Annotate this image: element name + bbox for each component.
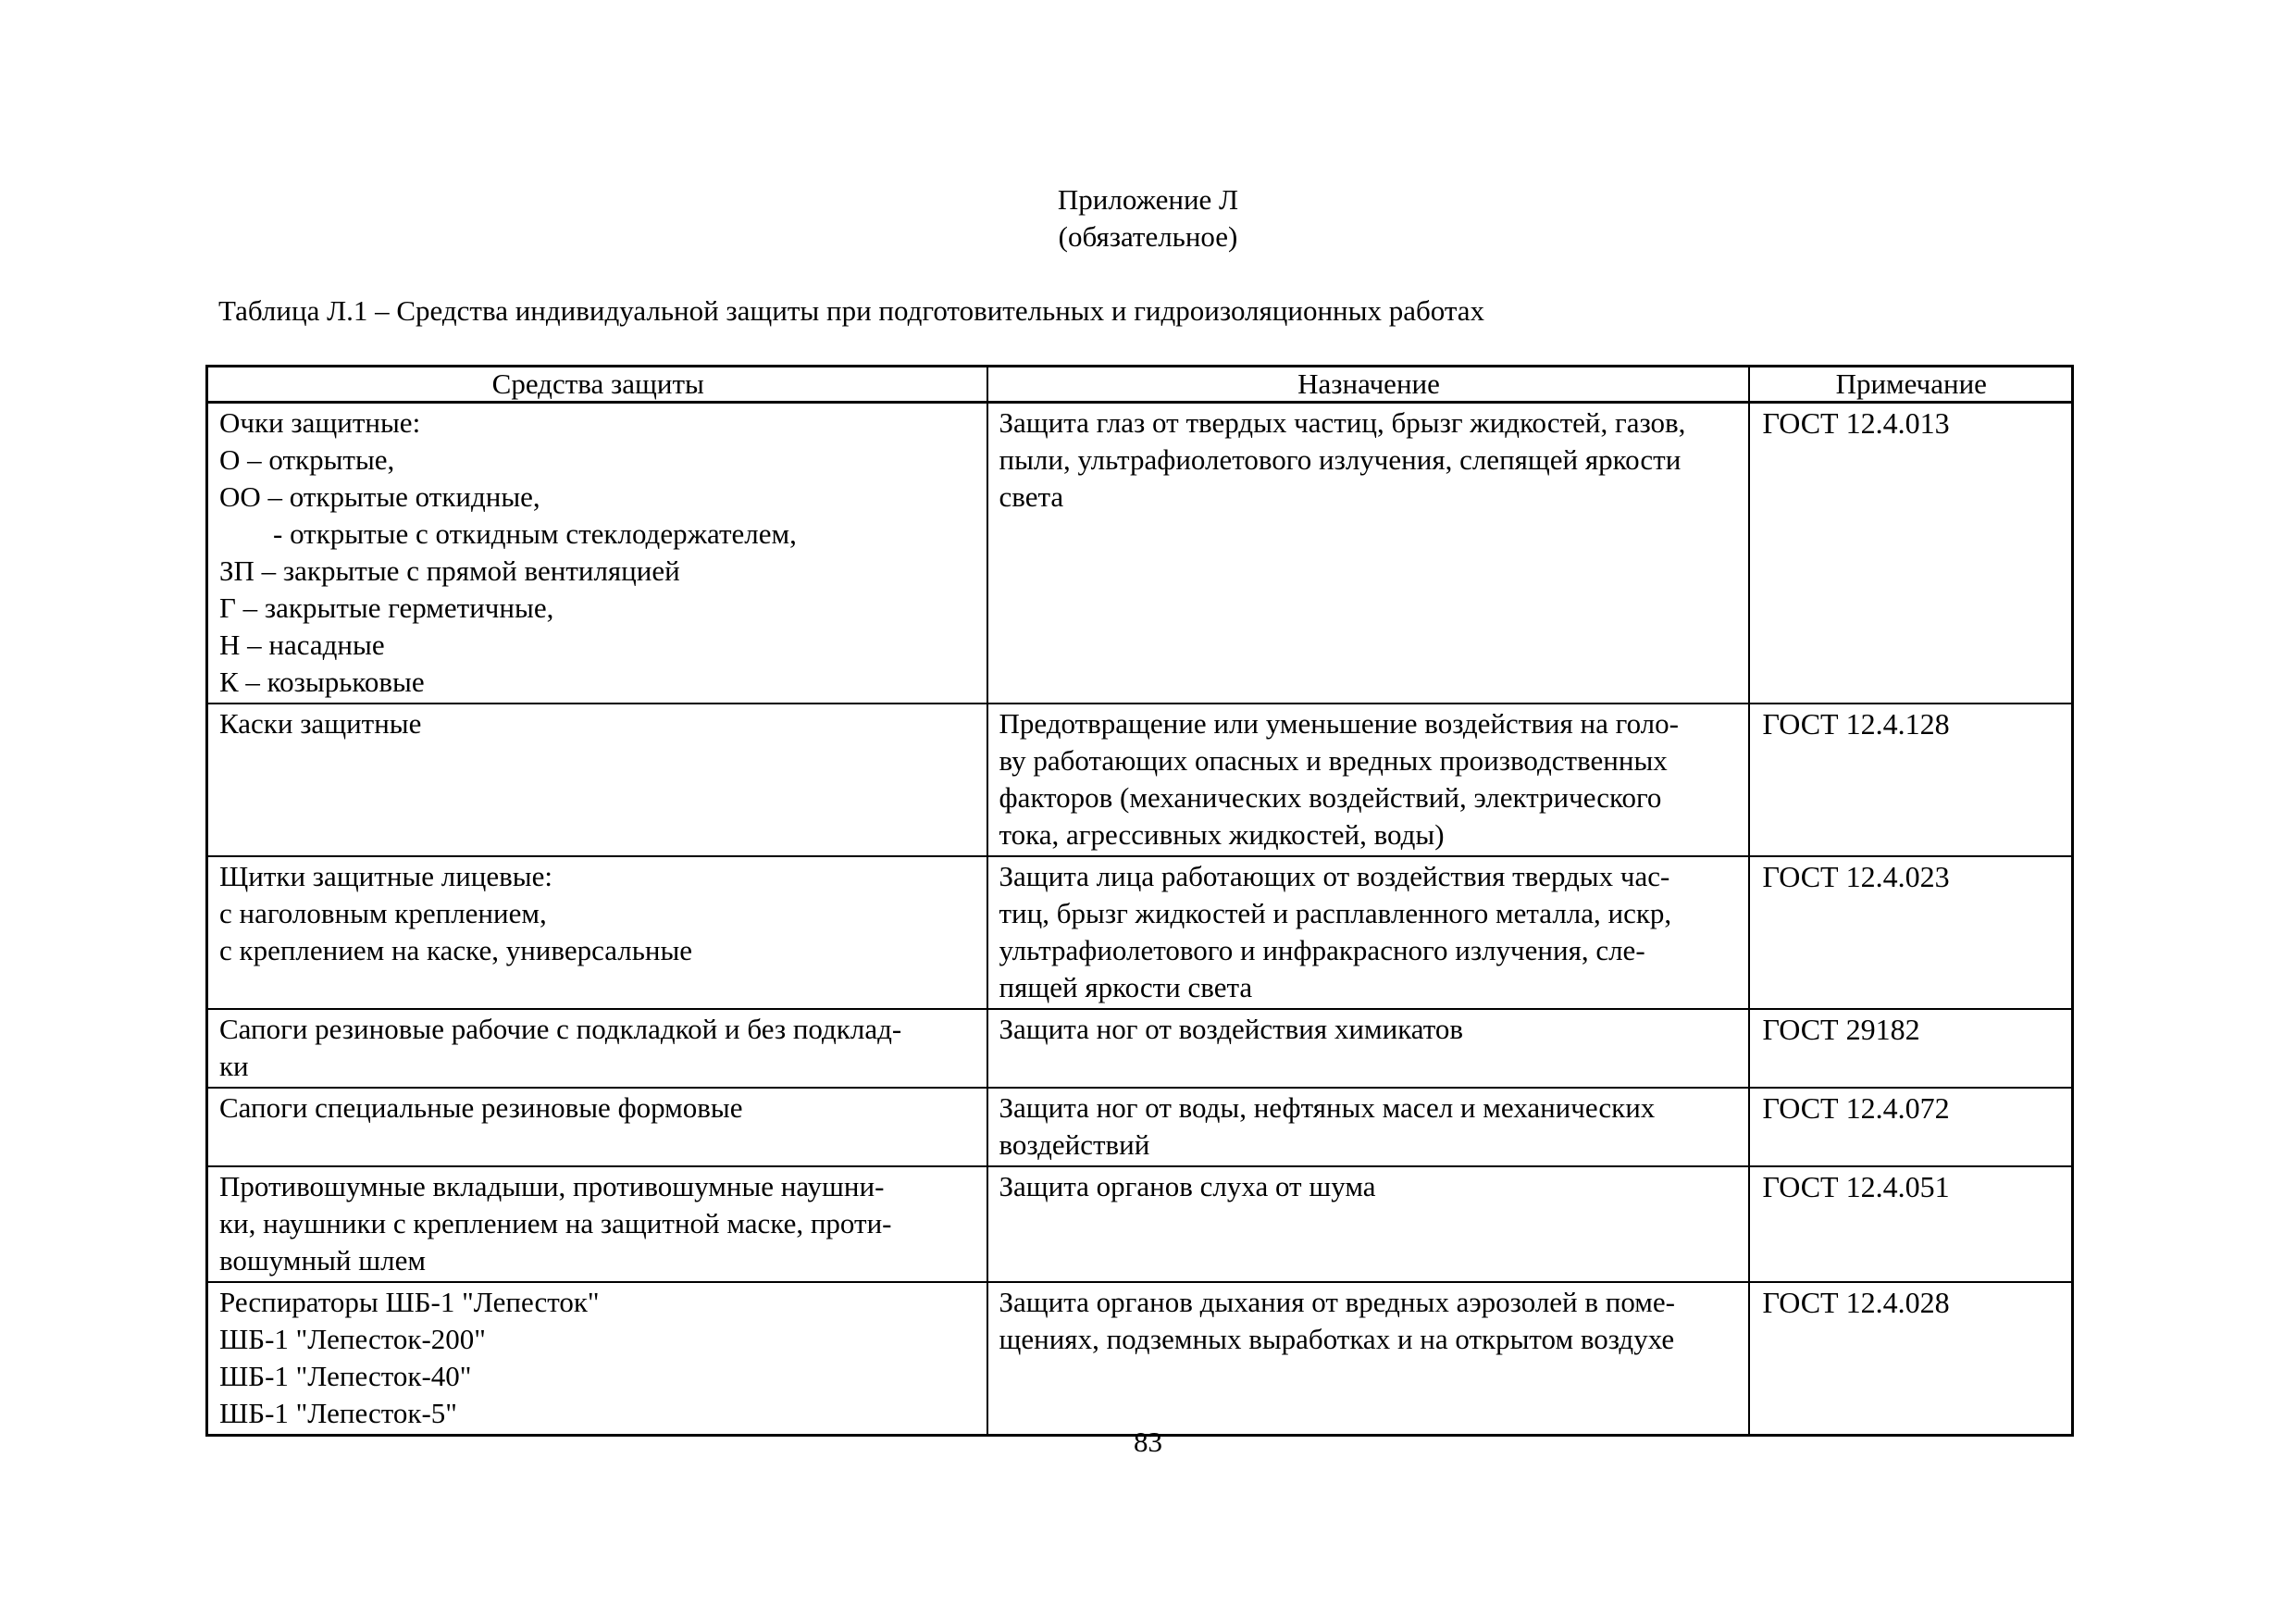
cell-line: щениях, подземных выработках и на открытом воздухе (999, 1323, 1675, 1355)
cell-line: Защита органов дыхания от вредных аэрозолей в поме- (999, 1286, 1675, 1318)
cell-line: Сапоги резиновые рабочие с подкладкой и без подклад- (219, 1013, 902, 1045)
cell-line: ШБ-1 "Лепесток-200" (219, 1323, 486, 1355)
cell-line: Очки защитные: (219, 406, 421, 439)
standard-reference: ГОСТ 12.4.028 (1762, 1286, 1950, 1319)
purpose-cell (987, 1009, 1749, 1088)
cell-line: Каски защитные (219, 707, 422, 740)
table-row (207, 1009, 2073, 1088)
means-cell (207, 1282, 987, 1436)
cell-line: ШБ-1 "Лепесток-5" (219, 1397, 457, 1429)
note-cell (1749, 403, 2073, 704)
purpose-cell (987, 1166, 1749, 1282)
cell-line: пящей яркости света (999, 971, 1253, 1003)
cell-line: тока, агрессивных жидкостей, воды) (999, 818, 1445, 851)
table-row (207, 1282, 2073, 1436)
standard-reference: ГОСТ 29182 (1762, 1013, 1920, 1046)
standard-reference: ГОСТ 12.4.072 (1762, 1091, 1950, 1125)
cell-line: Респираторы ШБ-1 "Лепесток" (219, 1286, 600, 1318)
cell-line: Предотвращение или уменьшение воздействия на голо- (999, 707, 1679, 740)
cell-line: ШБ-1 "Лепесток-40" (219, 1360, 472, 1392)
means-cell (207, 1088, 987, 1166)
cell-line: Защита лица работающих от воздействия твердых час- (999, 860, 1670, 892)
table-row (207, 704, 2073, 856)
column-header-purpose: Назначение (987, 367, 1749, 403)
table-row (207, 1088, 2073, 1166)
purpose-cell (987, 704, 1749, 856)
cell-line: ультрафиолетового и инфракрасного излучения, сле- (999, 934, 1645, 966)
means-cell (207, 403, 987, 704)
cell-line: ву работающих опасных и вредных производственных (999, 744, 1668, 777)
column-header-note: Примечание (1749, 367, 2073, 403)
cell-line: Н – насадные (219, 629, 385, 661)
cell-line: тиц, брызг жидкостей и расплавленного металла, искр, (999, 897, 1672, 929)
table-header-row (207, 367, 2073, 403)
cell-line: К – козырьковые (219, 666, 425, 698)
cell-line: с наголовным креплением, (219, 897, 547, 929)
means-cell (207, 1009, 987, 1088)
table-row (207, 856, 2073, 1009)
cell-line: ОО – открытые откидные, (219, 480, 540, 513)
standard-reference: ГОСТ 12.4.023 (1762, 860, 1950, 893)
table-row (207, 403, 2073, 704)
cell-line: с креплением на каске, универсальные (219, 934, 693, 966)
cell-line: пыли, ультрафиолетового излучения, слепящей яркости (999, 443, 1682, 476)
cell-line: ки (219, 1050, 249, 1082)
means-cell (207, 1166, 987, 1282)
appendix-title: Приложение Л (1057, 183, 1239, 216)
purpose-cell (987, 1088, 1749, 1166)
table-caption: Таблица Л.1 – Средства индивидуальной защиты при подготовительных и гидроизоляционных работах (218, 294, 1485, 327)
cell-line: Г – закрытые герметичные, (219, 592, 554, 624)
ppe-table (205, 365, 2074, 1437)
note-cell (1749, 1282, 2073, 1436)
cell-line: Защита ног от воздействия химикатов (999, 1013, 1464, 1045)
cell-line: Защита глаз от твердых частиц, брызг жидкостей, газов, (999, 406, 1686, 439)
appendix-heading (0, 181, 2296, 255)
note-cell (1749, 704, 2073, 856)
cell-line: ки, наушники с креплением на защитной маске, проти- (219, 1207, 892, 1239)
cell-line: Щитки защитные лицевые: (219, 860, 552, 892)
table-row (207, 1166, 2073, 1282)
cell-line: О – открытые, (219, 443, 395, 476)
note-cell (1749, 1009, 2073, 1088)
cell-line: вошумный шлем (219, 1244, 426, 1277)
cell-line: воздействий (999, 1128, 1150, 1161)
appendix-status: (обязательное) (1058, 220, 1238, 253)
cell-line: Противошумные вкладыши, противошумные наушни- (219, 1170, 885, 1202)
note-cell (1749, 1166, 2073, 1282)
note-cell (1749, 856, 2073, 1009)
cell-line: факторов (механических воздействий, электрического (999, 781, 1662, 814)
purpose-cell (987, 856, 1749, 1009)
column-header-means: Средства защиты (207, 367, 987, 403)
cell-line: света (999, 480, 1064, 513)
page-number: 83 (1134, 1426, 1162, 1458)
purpose-cell (987, 1282, 1749, 1436)
note-cell (1749, 1088, 2073, 1166)
purpose-cell (987, 403, 1749, 704)
cell-line: Защита органов слуха от шума (999, 1170, 1376, 1202)
cell-line: - открытые с откидным стеклодержателем, (273, 517, 797, 550)
standard-reference: ГОСТ 12.4.013 (1762, 406, 1950, 440)
means-cell (207, 856, 987, 1009)
cell-line: Сапоги специальные резиновые формовые (219, 1091, 743, 1124)
standard-reference: ГОСТ 12.4.051 (1762, 1170, 1950, 1203)
standard-reference: ГОСТ 12.4.128 (1762, 707, 1950, 741)
cell-line: Защита ног от воды, нефтяных масел и механических (999, 1091, 1656, 1124)
cell-line: ЗП – закрытые с прямой вентиляцией (219, 554, 680, 587)
means-cell (207, 704, 987, 856)
